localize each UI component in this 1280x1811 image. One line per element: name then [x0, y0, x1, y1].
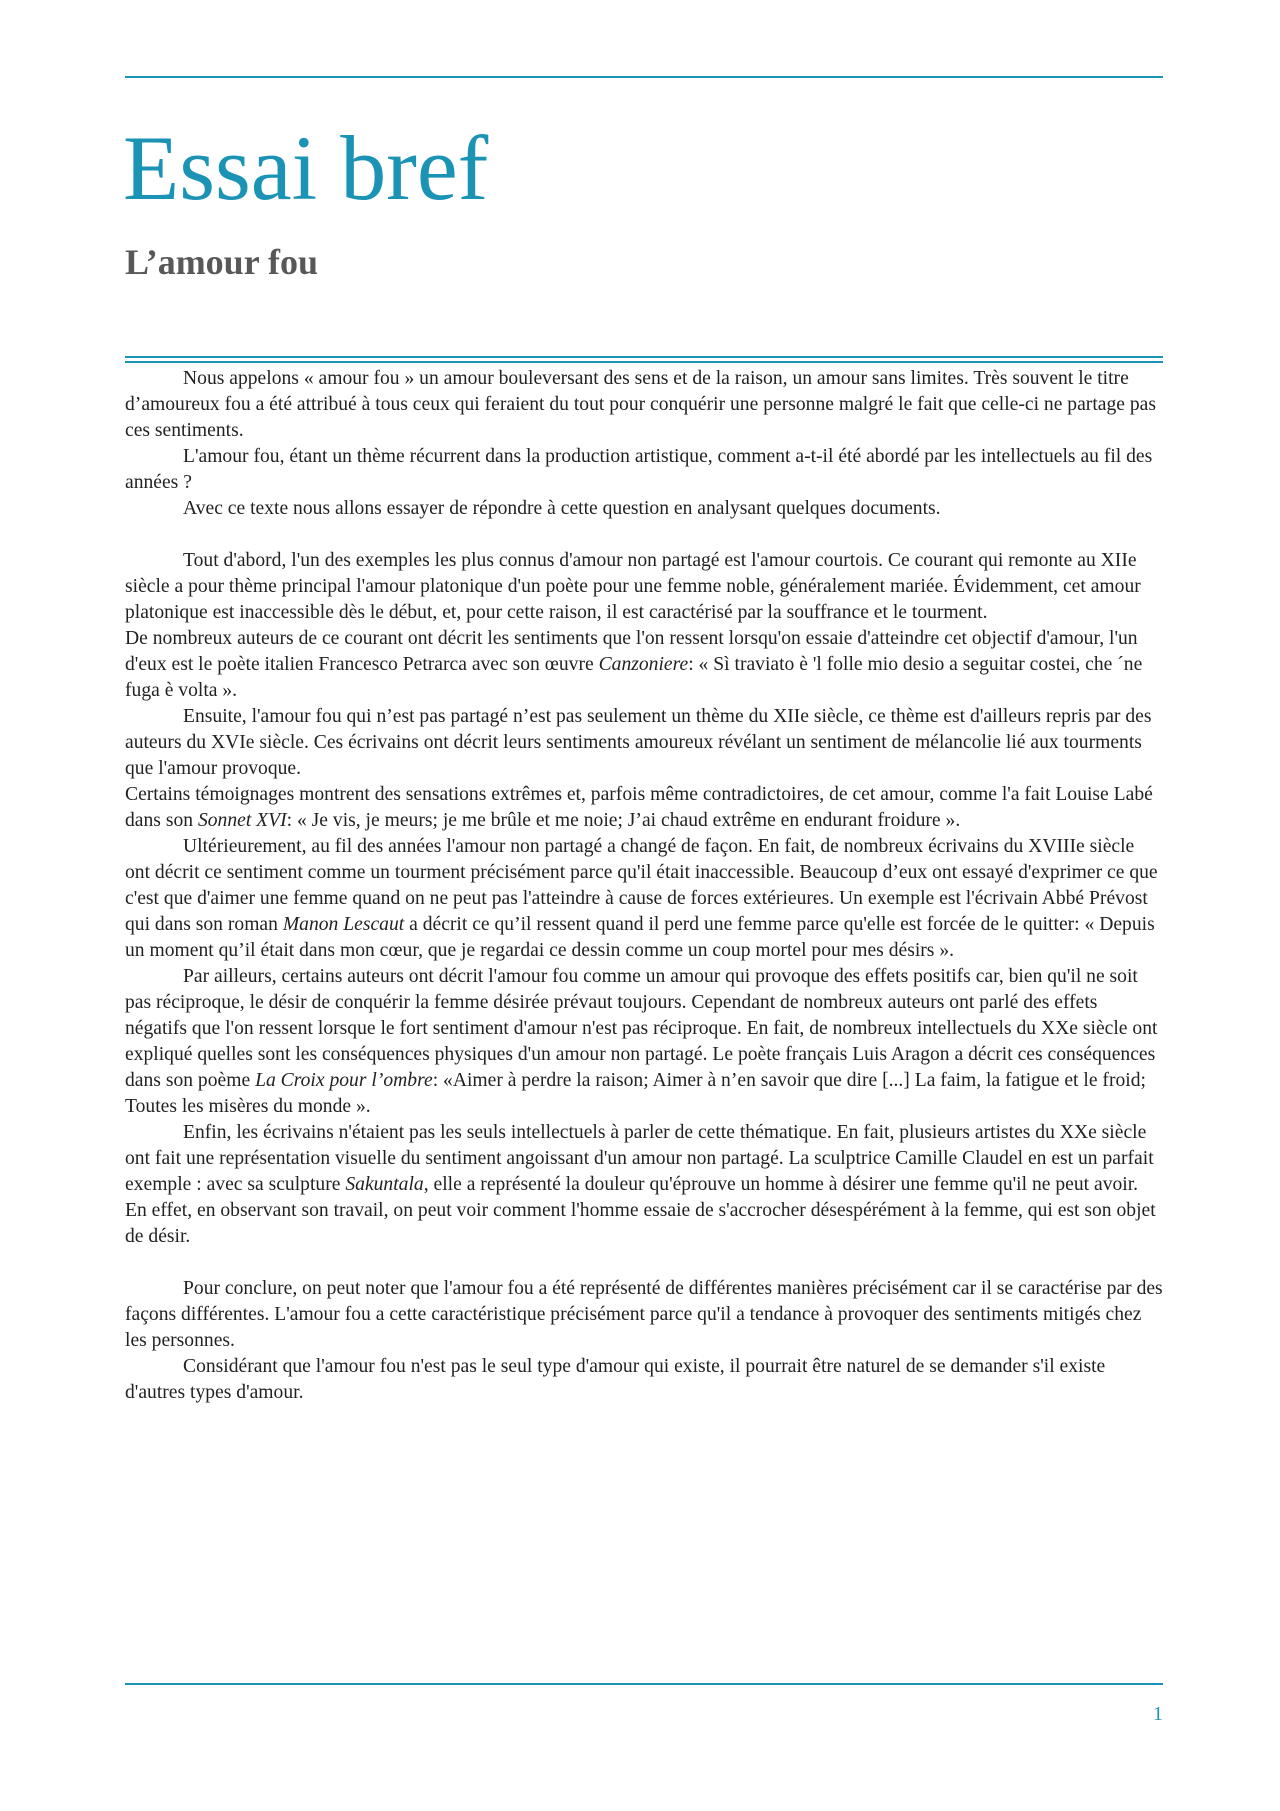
work-title-la-croix: La Croix pour l’ombre	[255, 1070, 433, 1091]
paragraph-claudel	[125, 1120, 1163, 1250]
paragraph-method: Avec ce texte nous allons essayer de répondre à cette question en analysant quelques documents.	[183, 498, 941, 519]
essay-body	[125, 366, 1163, 1406]
page-number: 1	[1153, 1703, 1163, 1725]
footer-rule	[125, 1683, 1163, 1685]
text-run: : « Je vis, je meurs; je me brûle et me noie; J’ai chaud extrême en endurant froidure ».	[286, 810, 961, 831]
text-run: a décrit ce qu’il ressent quand il perd une femme parce qu'elle est forcée de le quitter: « Depuis un moment qu’il était dans mon cœur, que je regardai ce dessin comme un coup mortel pour mes désirs ».	[125, 914, 1155, 961]
paragraph-closing: Considérant que l'amour fou n'est pas le seul type d'amour qui existe, il pourrait être naturel de se demander s'il existe d'autres types d'amour.	[125, 1356, 1106, 1403]
text-run: , elle a représenté la douleur qu'éprouve un homme à désirer une femme qu'il ne peut avoir. En effet, en observant son travail, on peut voir comment l'homme essaie de s'accrocher désespérément à la femme, qui est son objet de désir.	[125, 1174, 1156, 1247]
paragraph-courtly-love: Tout d'abord, l'un des exemples les plus connus d'amour non partagé est l'amour courtois. Ce courant qui remonte au XIIe siècle a pour thème principal l'amour platonique d'un poète pour une femme noble, généralement mariée. Évidemment, cet amour platonique est inaccessible dès le début, et, pour cette raison, il est caractérisé par la souffrance et le tourment.	[125, 550, 1141, 623]
section-double-rule	[125, 356, 1163, 363]
text-run: De nombreux auteurs de ce courant ont décrit les sentiments que l'on ressent lorsqu'on essaie d'atteindre cet objectif d'amour, l'un d'eux est le poète italien Francesco Petrarca avec son œuvre	[125, 628, 1138, 675]
text-run: Par ailleurs, certains auteurs ont décrit l'amour fou comme un amour qui provoque des effets positifs car, bien qu'il ne soit pas réciproque, le désir de conquérir la femme désirée prévaut toujours. Cependant de nombreux auteurs ont parlé des effets négatifs que l'on ressent lorsque le fort sentiment d'amour n'est pas réciproque. En fait, de nombreux intellectuels du XXe siècle ont expliqué quelles sont les conséquences physiques d'un amour non partagé. Le poète français Luis Aragon a décrit ces conséquences dans son poème	[125, 966, 1158, 1091]
paragraph-gap	[125, 522, 1163, 548]
text-run: Certains témoignages montrent des sensations extrêmes et, parfois même contradictoires, de cet amour, comme l'a fait Louise Labé dans son	[125, 784, 1153, 831]
paragraph-question: L'amour fou, étant un thème récurrent dans la production artistique, comment a-t-il été abordé par les intellectuels au fil des années ?	[125, 446, 1153, 493]
paragraph-labe	[125, 782, 1163, 834]
page-title: Essai bref	[123, 117, 489, 219]
page-subtitle: L’amour fou	[125, 242, 319, 282]
text-run: : « Sì traviato è 'l folle mio desio a seguitar costei, che ´ne fuga è volta ».	[125, 654, 1143, 701]
paragraph-xvi-century: Ensuite, l'amour fou qui n’est pas partagé n’est pas seulement un thème du XIIe siècle, ce thème est d'ailleurs repris par des auteurs du XVIe siècle. Ces écrivains ont décrit leurs sentiments amoureux révélant un sentiment de mélancolie lié aux tourments que l'amour provoque.	[125, 706, 1152, 779]
work-title-manon-lescaut: Manon Lescaut	[282, 914, 405, 935]
paragraph-prevost	[125, 834, 1163, 964]
paragraph-gap	[125, 1250, 1163, 1276]
paragraph-intro: Nous appelons « amour fou » un amour bouleversant des sens et de la raison, un amour sans limites. Très souvent le titre d’amoureux fou a été attribué à tous ceux qui feraient du tout pour conquérir une personne malgré le fait que celle-ci ne partage pas ces sentiments.	[125, 368, 1156, 441]
header-rule	[125, 76, 1163, 78]
work-title-sakuntala: Sakuntala	[345, 1174, 424, 1195]
text-run: : «Aimer à perdre la raison; Aimer à n’en savoir que dire [...] La faim, la fatigue et le froid; Toutes les misères du monde ».	[125, 1070, 1146, 1117]
paragraph-conclusion: Pour conclure, on peut noter que l'amour fou a été représenté de différentes manières précisément car il se caractérise par des façons différentes. L'amour fou a cette caractéristique précisément parce qu'il a tendance à provoquer des sentiments mitigés chez les personnes.	[125, 1278, 1163, 1351]
work-title-sonnet: Sonnet XVI	[197, 810, 287, 831]
paragraph-aragon	[125, 964, 1163, 1120]
work-title-canzoniere: Canzoniere	[598, 654, 689, 675]
paragraph-petrarca	[125, 626, 1163, 704]
text-run: Ultérieurement, au fil des années l'amour non partagé a changé de façon. En fait, de nombreux écrivains du XVIIIe siècle ont décrit ce sentiment comme un tourment précisément parce qu'il était inaccessible. Beaucoup d’eux ont essayé d'exprimer ce que c'est que d'aimer une femme quand on ne peut pas l'atteindre à cause de forces extérieures. Un exemple est l'écrivain Abbé Prévost qui dans son roman	[125, 836, 1158, 935]
text-run: Enfin, les écrivains n'étaient pas les seuls intellectuels à parler de cette thématique. En fait, plusieurs artistes du XXe siècle ont fait une représentation visuelle du sentiment angoissant d'un amour non partagé. La sculptrice Camille Claudel en est un parfait exemple : avec sa sculpture	[125, 1122, 1154, 1195]
